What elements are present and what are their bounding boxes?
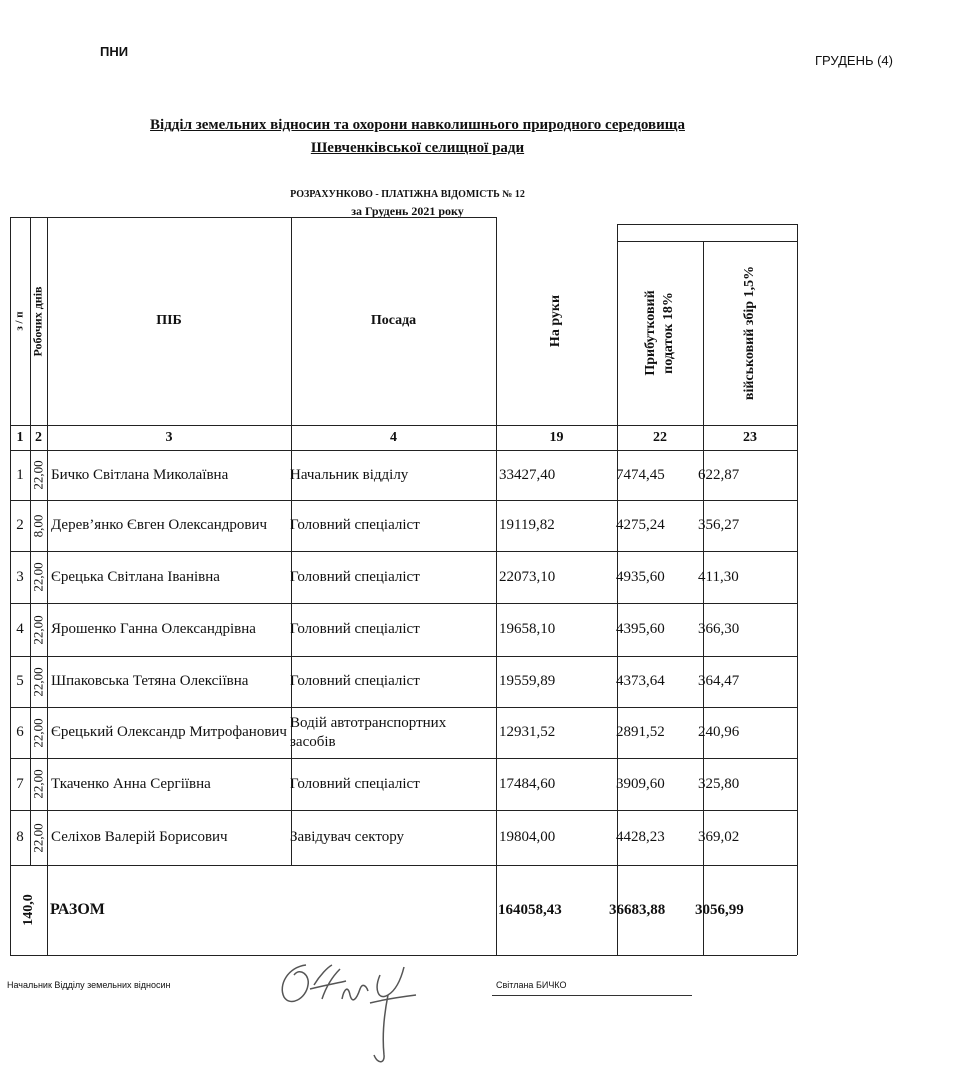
row-working-days: 22,00: [30, 769, 46, 799]
row-position: Головний спеціаліст: [290, 775, 420, 792]
header-working-days: Робочих днів: [31, 285, 46, 357]
row-number: 4: [16, 621, 24, 637]
row-income-tax: 4275,24: [616, 517, 665, 533]
row-working-days: 22,00: [30, 460, 46, 490]
row-income-tax: 3909,60: [616, 775, 665, 792]
row-full-name: Єрецький Олександр Митрофанович: [51, 724, 287, 740]
row-net-pay: 19658,10: [499, 621, 556, 637]
row-net-pay: 17484,60: [499, 775, 556, 792]
row-working-days: 8,00: [30, 514, 46, 537]
row-position: Головний спеціаліст: [290, 517, 420, 533]
row-net-pay: 19804,00: [499, 829, 556, 845]
header-net-pay: На руки: [548, 294, 564, 348]
row-number: 3: [16, 568, 24, 585]
row-working-days: 22,00: [30, 666, 46, 697]
row-number: 5: [16, 673, 24, 689]
row-military-levy: 622,87: [698, 466, 740, 483]
total-working-days: 140,0: [20, 894, 36, 926]
row-net-pay: 22073,10: [499, 568, 556, 585]
row-number: 2: [16, 517, 24, 533]
header-full-name: ПІБ: [156, 313, 182, 328]
column-number: 2: [35, 429, 42, 445]
handwritten-signature: [270, 955, 440, 1070]
row-military-levy: 240,96: [698, 724, 740, 740]
total-label: РАЗОМ: [50, 901, 105, 918]
department-name: Відділ земельних відносин та охорони навколишнього природного середовища: [150, 117, 685, 133]
row-net-pay: 33427,40: [499, 466, 556, 483]
row-income-tax: 4428,23: [616, 829, 665, 845]
row-net-pay: 19559,89: [499, 673, 556, 689]
row-net-pay: 12931,52: [499, 724, 556, 740]
row-full-name: Бичко Світлана Миколаївна: [51, 466, 229, 483]
row-working-days: 22,00: [30, 717, 46, 748]
row-full-name: Ткаченко Анна Сергіївна: [51, 775, 211, 792]
column-number: 23: [743, 429, 757, 445]
row-position: Начальник відділу: [290, 466, 409, 483]
column-number: 1: [16, 429, 24, 445]
header-income-tax: Прибутковий податок 18%: [643, 290, 676, 376]
row-working-days: 22,00: [30, 822, 46, 853]
row-position: Завідувач сектору: [290, 829, 405, 845]
row-full-name: Селіхов Валерій Борисович: [51, 829, 228, 845]
header-month: ГРУДЕНЬ (4): [815, 53, 893, 68]
row-position: Головний спеціаліст: [290, 568, 420, 585]
total-income-tax: 36683,88: [609, 901, 666, 918]
row-military-levy: 411,30: [698, 568, 739, 585]
column-number: 22: [653, 429, 667, 445]
column-number: 3: [165, 429, 173, 445]
signatory-title: Начальник Відділу земельних відносин: [7, 980, 171, 990]
row-position: Головний спеціаліст: [290, 621, 420, 637]
total-net-pay: 164058,43: [498, 901, 562, 918]
row-income-tax: 4935,60: [616, 568, 665, 585]
header-position: Посада: [370, 313, 417, 328]
row-full-name: Шпаковська Тетяна Олексіївна: [51, 673, 249, 689]
row-income-tax: 4395,60: [616, 621, 665, 637]
total-military-levy: 3056,99: [695, 901, 744, 918]
row-full-name: Єрецька Світлана Іванівна: [51, 568, 220, 585]
row-number: 6: [16, 724, 24, 740]
row-military-levy: 369,02: [698, 829, 740, 845]
header-left-code: ПНИ: [100, 44, 129, 59]
row-income-tax: 2891,52: [616, 724, 665, 740]
row-military-levy: 356,27: [698, 517, 740, 533]
council-name: Шевченківської селищної ради: [310, 140, 525, 156]
document-title: РОЗРАХУНКОВО - ПЛАТІЖНА ВІДОМІСТЬ № 12: [290, 189, 525, 200]
signatory-name: Світлана БИЧКО: [496, 980, 567, 990]
row-working-days: 22,00: [30, 614, 46, 645]
row-income-tax: 4373,64: [616, 673, 665, 689]
document-period: за Грудень 2021 року: [351, 204, 464, 218]
row-military-levy: 325,80: [698, 775, 740, 792]
header-military-levy: військовий збір 1,5%: [742, 265, 758, 401]
header-row-number: з / п: [13, 311, 26, 331]
row-military-levy: 364,47: [698, 673, 740, 689]
row-military-levy: 366,30: [698, 621, 740, 637]
row-position: Водій автотранспортних засобів: [290, 714, 447, 750]
column-number: 4: [390, 429, 397, 445]
row-position: Головний спеціаліст: [290, 673, 420, 689]
row-full-name: Дерев’янко Євген Олександрович: [51, 517, 268, 533]
row-number: 1: [16, 466, 24, 483]
signature-line: [492, 995, 692, 996]
row-working-days: 22,00: [30, 562, 46, 592]
column-number: 19: [549, 429, 564, 445]
row-income-tax: 7474,45: [616, 466, 665, 483]
row-full-name: Ярошенко Ганна Олександрівна: [51, 621, 256, 637]
row-number: 8: [16, 829, 24, 845]
row-net-pay: 19119,82: [499, 517, 555, 533]
row-number: 7: [16, 775, 24, 792]
